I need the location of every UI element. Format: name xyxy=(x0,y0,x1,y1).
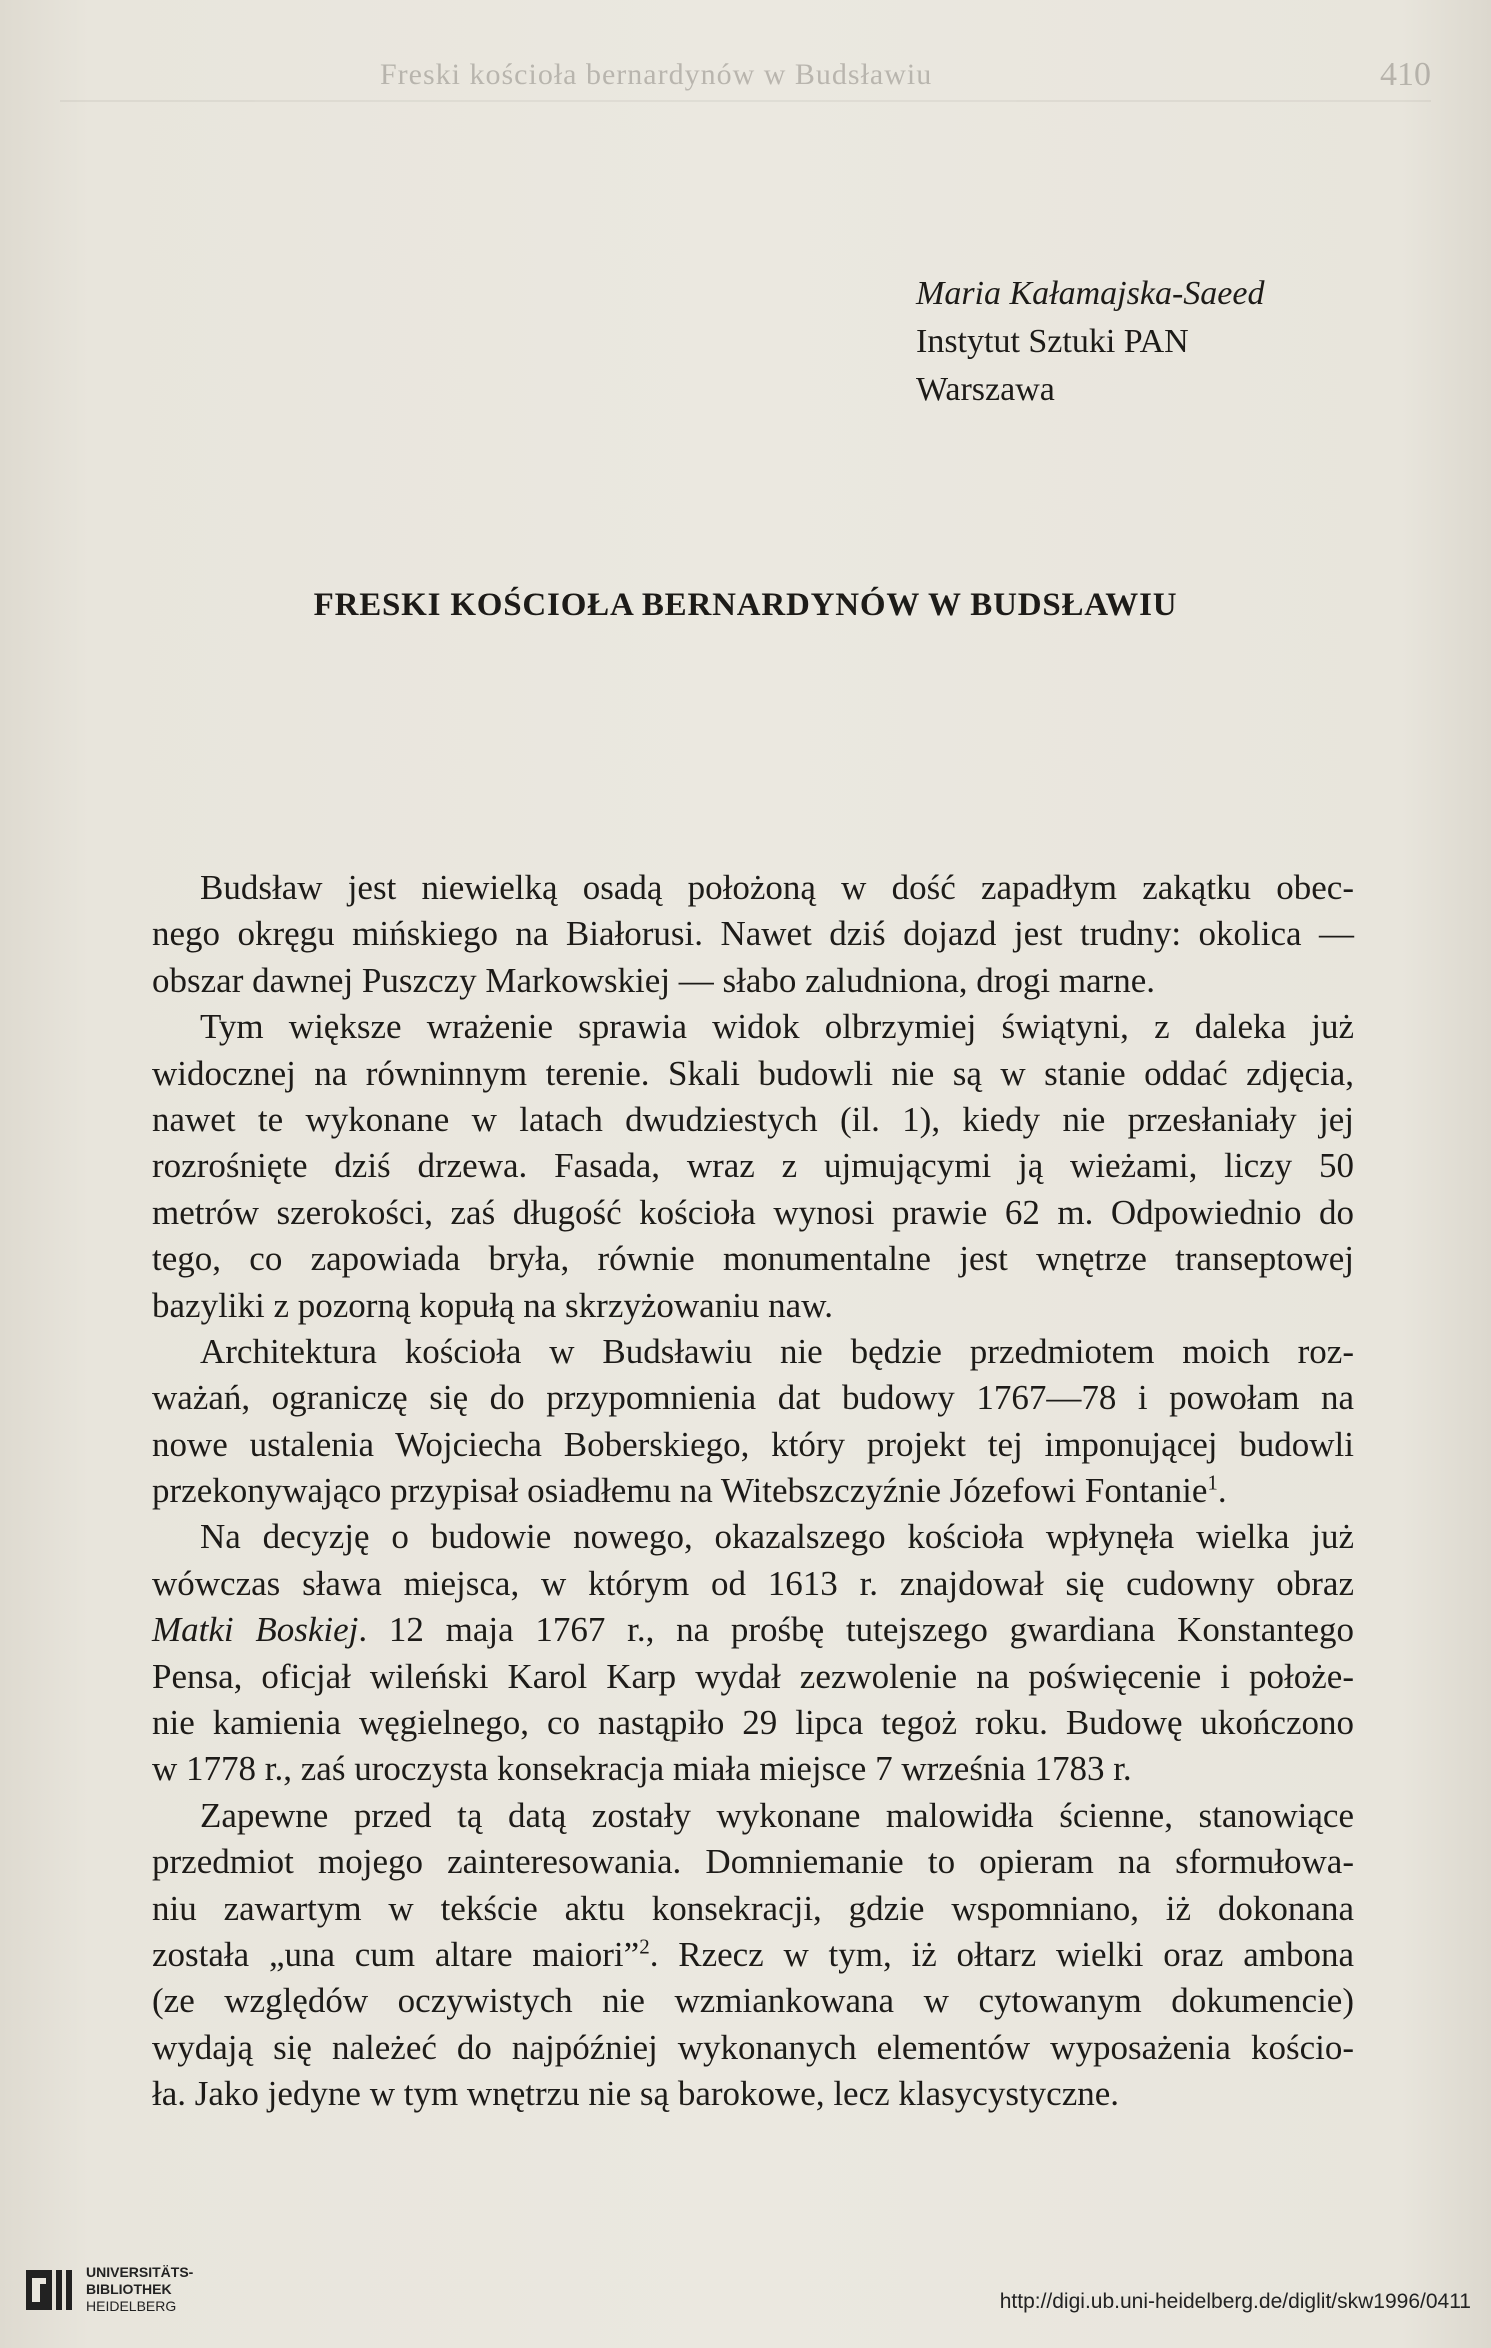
body-line: rozrośnięte dziś drzewa. Fasada, wraz z ujmującymi ją wieżami, liczy 50 xyxy=(152,1146,1354,1186)
footnote-mark: 2 xyxy=(639,1934,650,1959)
running-head-title: Freski kościoła bernardynów w Budsławiu xyxy=(380,58,933,91)
author-institution: Instytut Sztuki PAN xyxy=(916,323,1189,360)
body-line: (ze względów oczywistych nie wzmiankowana w cytowanym dokumencie) xyxy=(152,1981,1354,2021)
body-line: metrów szerokości, zaś długość kościoła wynosi prawie 62 m. Odpowiednio do xyxy=(152,1192,1354,1232)
body-line: w 1778 r., zaś uroczysta konsekracja miała miejsce 7 września 1783 r. xyxy=(152,1749,1132,1789)
article-title: FRESKI KOŚCIOŁA BERNARDYNÓW W BUDSŁAWIU xyxy=(313,587,1178,623)
body-line: przedmiot mojego zainteresowania. Domniemanie to opieram na sformułowa- xyxy=(152,1842,1354,1882)
body-line: Budsław jest niewielką osadą położoną w dość zapadłym zakątku obec- xyxy=(200,868,1354,907)
body-line: wówczas sława miejsca, w którym od 1613 r. znajdował się cudowny obraz xyxy=(152,1563,1354,1603)
body-line-text: przekonywająco przypisał osiadłemu na Witebszczyźnie Józefowi Fontanie xyxy=(152,1471,1208,1511)
body-line: tego, co zapowiada bryła, równie monumentalne jest wnętrze transeptowej xyxy=(152,1239,1354,1279)
body-line: bazyliki z pozorną kopułą na skrzyżowaniu naw. xyxy=(152,1285,833,1325)
body-line: Tym większe wrażenie sprawia widok olbrzymiej świątyni, z daleka już xyxy=(200,1007,1354,1047)
body-line: nawet te wykonane w latach dwudziestych (il. 1), kiedy nie przesłaniały jej xyxy=(152,1099,1354,1139)
body-line: Na decyzję o budowie nowego, okazalszego kościoła wpłynęła wielka już xyxy=(200,1517,1354,1557)
footnote-mark: 1 xyxy=(1207,1470,1218,1495)
digitization-url: http://digi.ub.uni-heidelberg.de/diglit/skw1996/0411 xyxy=(999,2290,1471,2313)
body-line: Pensa, oficjał wileński Karol Karp wydał zezwolenie na poświęcenie i położe- xyxy=(152,1656,1354,1696)
body-line: obszar dawnej Puszczy Markowskiej — słabo zaludniona, drogi marne. xyxy=(152,960,1156,1000)
body-line: Zapewne przed tą datą zostały wykonane malowidła ścienne, stanowiące xyxy=(200,1795,1354,1835)
logo-line-3: HEIDELBERG xyxy=(86,2298,177,2314)
body-line: niu zawartym w tekście aktu konsekracji, gdzie wspomniano, iż dokonana xyxy=(152,1888,1354,1928)
body-line: przekonywająco przypisał osiadłemu na Witebszczyźnie Józefowi Fontanie$^1$. xyxy=(152,1470,1227,1511)
body-line-text: . Rzecz w tym, iż ołtarz wielki oraz ambona xyxy=(649,1934,1355,1974)
library-seal-icon xyxy=(20,2260,80,2320)
body-line: Architektura kościoła w Budsławiu nie będzie przedmiotem moich roz- xyxy=(200,1331,1354,1371)
body-line xyxy=(152,1932,1354,1978)
author-city: Warszawa xyxy=(916,371,1055,408)
logo-line-1: UNIVERSITÄTS- xyxy=(86,2264,194,2280)
library-logo xyxy=(20,2256,260,2326)
logo-line-2: BIBLIOTHEK xyxy=(86,2281,172,2297)
author-name: Maria Kałamajska-Saeed xyxy=(916,275,1265,312)
running-head-ghost xyxy=(60,54,1431,102)
body-line: nowe ustalenia Wojciecha Boberskiego, który projekt tej imponującej budowli xyxy=(152,1424,1354,1464)
italic-title: Matki Boskiej xyxy=(152,1610,359,1650)
body-line-text: została „una cum altare maiori” xyxy=(152,1934,640,1974)
body-line xyxy=(152,1607,1354,1653)
body-line: ła. Jako jedyne w tym wnętrzu nie są barokowe, lecz klasycystyczne. xyxy=(152,2074,1120,2114)
body-line: widocznej na równinnym terenie. Skali budowli nie są w stanie oddać zdjęcia, xyxy=(152,1053,1354,1093)
body-line: nie kamienia węgielnego, co nastąpiło 29 lipca tegoż roku. Budowę ukończono xyxy=(152,1703,1354,1743)
running-head-page-number: 410 xyxy=(1380,56,1431,93)
article-body xyxy=(152,865,1354,2118)
author-block xyxy=(916,270,1264,414)
body-line-text: . 12 maja 1767 r., na prośbę tutejszego gwardiana Konstantego xyxy=(358,1610,1354,1650)
body-line: nego okręgu mińskiego na Białorusi. Nawet dziś dojazd jest trudny: okolica — xyxy=(152,914,1354,954)
body-line: wydają się należeć do najpóźniej wykonanych elementów wyposażenia kościo- xyxy=(152,2027,1354,2067)
body-line: ważań, ograniczę się do przypomnienia dat budowy 1767—78 i powołam na xyxy=(152,1378,1354,1418)
